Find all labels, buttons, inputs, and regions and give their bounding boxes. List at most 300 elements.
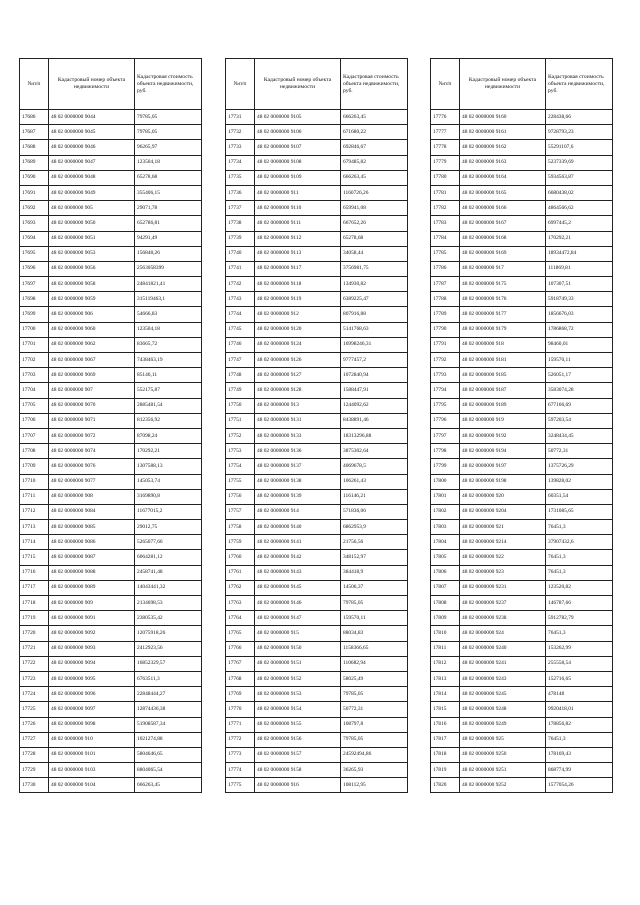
row-number-cell: 17708 [20, 444, 49, 459]
cadastral-number-cell: 48 02 0000000 9175 [460, 277, 546, 292]
cadastral-number-cell: 48 02 0000000 915 [255, 626, 341, 641]
cadastral-value-cell: 571836,06 [341, 504, 408, 519]
row-number-cell: 17728 [20, 747, 49, 762]
row-number-cell: 17748 [226, 368, 255, 383]
row-number-cell: 17712 [20, 504, 49, 519]
cadastral-number-cell: 48 02 0000000 9112 [255, 231, 341, 246]
cadastral-number-cell: 48 02 0000000 913 [255, 398, 341, 413]
table-row [226, 717, 408, 732]
row-number-cell: 17756 [226, 489, 255, 504]
cadastral-number-cell: 48 02 0000000 9076 [49, 459, 135, 474]
table-row [20, 459, 202, 474]
cadastral-number-cell: 48 02 0000000 9096 [49, 687, 135, 702]
cadastral-value-cell: 677166,69 [546, 398, 613, 413]
table-row [20, 353, 202, 368]
header-number: №п/п [431, 59, 460, 110]
row-number-cell: 17758 [226, 520, 255, 535]
cadastral-number-cell: 48 02 0000000 9167 [460, 216, 546, 231]
cadastral-number-cell: 48 02 0000000 9237 [460, 596, 546, 611]
table-row [226, 520, 408, 535]
cadastral-value-cell: 18934472,84 [546, 246, 613, 261]
table-row [20, 444, 202, 459]
cadastral-value-cell: 85146,11 [135, 368, 202, 383]
cadastral-value-cell: 108797,8 [341, 717, 408, 732]
table-row [20, 201, 202, 216]
table-row [20, 717, 202, 732]
cadastral-number-cell: 48 02 0000000 9088 [49, 565, 135, 580]
table-row [20, 246, 202, 261]
row-number-cell: 17729 [20, 763, 49, 778]
table-row [226, 580, 408, 595]
row-number-cell: 17687 [20, 125, 49, 140]
table-row [431, 383, 613, 398]
header-number: №п/п [20, 59, 49, 110]
row-number-cell: 17720 [20, 626, 49, 641]
cadastral-number-cell: 48 02 0000000 9181 [460, 353, 546, 368]
cadastral-number-cell: 48 02 0000000 919 [460, 413, 546, 428]
table-row [431, 307, 613, 322]
table-row [20, 489, 202, 504]
cadastral-number-cell: 48 02 0000000 9194 [460, 444, 546, 459]
cadastral-number-cell: 48 02 0000000 9127 [255, 368, 341, 383]
table-row [20, 778, 202, 793]
row-number-cell: 17815 [431, 702, 460, 717]
cadastral-value-cell: 1307588,13 [135, 459, 202, 474]
table-row [226, 747, 408, 762]
row-number-cell: 17791 [431, 337, 460, 352]
table-row [226, 110, 408, 125]
cadastral-value-cell: 9777457,2 [341, 353, 408, 368]
cadastral-number-cell: 48 02 0000000 9240 [460, 641, 546, 656]
cadastral-value-cell: 21756,56 [341, 535, 408, 550]
table-row [431, 474, 613, 489]
cadastral-number-cell: 48 02 0000000 9164 [460, 170, 546, 185]
cadastral-number-cell: 48 02 0000000 908 [49, 489, 135, 504]
table-row [226, 428, 408, 443]
cadastral-number-cell: 48 02 0000000 9150 [255, 641, 341, 656]
cadastral-number-cell: 48 02 0000000 9152 [255, 671, 341, 686]
row-number-cell: 17805 [431, 550, 460, 565]
cadastral-value-cell: 88034,83 [341, 626, 408, 641]
table-row [226, 459, 408, 474]
cadastral-value-cell: 106261,43 [341, 474, 408, 489]
cadastral-value-cell: 107307,51 [546, 277, 613, 292]
table-row [20, 732, 202, 747]
row-number-cell: 17819 [431, 763, 460, 778]
table-row [20, 671, 202, 686]
header-cadastral-number: Кадастровый номер объекта недвижимости [49, 59, 135, 110]
table-row [226, 246, 408, 261]
header-cadastral-value: Кадастровая стоимость объекта недвижимости, руб. [135, 59, 202, 110]
row-number-cell: 17690 [20, 170, 49, 185]
table-row [20, 565, 202, 580]
table-row [20, 747, 202, 762]
row-number-cell: 17817 [431, 732, 460, 747]
cadastral-number-cell: 48 02 0000000 9067 [49, 353, 135, 368]
cadastral-number-cell: 48 02 0000000 9252 [460, 778, 546, 793]
row-number-cell: 17711 [20, 489, 49, 504]
cadastral-number-cell: 48 02 0000000 9058 [49, 277, 135, 292]
table-body [226, 110, 408, 793]
row-number-cell: 17744 [226, 307, 255, 322]
cadastral-number-cell: 48 02 0000000 916 [255, 778, 341, 793]
cadastral-number-cell: 48 02 0000000 9153 [255, 687, 341, 702]
cadastral-value-cell: 159570,11 [341, 611, 408, 626]
row-number-cell: 17765 [226, 626, 255, 641]
cadastral-number-cell: 48 02 0000000 9089 [49, 580, 135, 595]
cadastral-number-cell: 48 02 0000000 9251 [460, 763, 546, 778]
cadastral-value-cell: 110682,94 [341, 656, 408, 671]
cadastral-value-cell: 134930,82 [341, 277, 408, 292]
cadastral-number-cell: 48 02 0000000 9051 [49, 231, 135, 246]
row-number-cell: 17735 [226, 170, 255, 185]
cadastral-number-cell: 48 02 0000000 9238 [460, 611, 546, 626]
row-number-cell: 17796 [431, 413, 460, 428]
row-number-cell: 17764 [226, 611, 255, 626]
cadastral-value-cell: 3756981,75 [341, 261, 408, 276]
table-row [431, 368, 613, 383]
table-body [431, 110, 613, 793]
cadastral-value-cell: 79785,05 [341, 596, 408, 611]
row-number-cell: 17783 [431, 216, 460, 231]
cadastral-number-cell: 48 02 0000000 9162 [460, 140, 546, 155]
row-number-cell: 17804 [431, 535, 460, 550]
cadastral-value-cell: 6862953,9 [341, 520, 408, 535]
table-row [226, 535, 408, 550]
table-row [226, 231, 408, 246]
cadastral-value-cell: 76451,3 [546, 626, 613, 641]
cadastral-number-cell: 48 02 0000000 9157 [255, 747, 341, 762]
cadastral-number-cell: 48 02 0000000 9120 [255, 322, 341, 337]
cadastral-value-cell: 65278,68 [135, 170, 202, 185]
row-number-cell: 17771 [226, 717, 255, 732]
cadastral-value-cell: 54666,83 [135, 307, 202, 322]
row-number-cell: 17736 [226, 185, 255, 200]
cadastral-value-cell: 1786868,72 [546, 322, 613, 337]
table-row [20, 535, 202, 550]
cadastral-value-cell: 14043441,32 [135, 580, 202, 595]
cadastral-number-cell: 48 02 0000000 9107 [255, 140, 341, 155]
table-header-row [431, 59, 613, 110]
table-row [431, 732, 613, 747]
cadastral-value-cell: 2380535,42 [135, 611, 202, 626]
row-number-cell: 17792 [431, 353, 460, 368]
table-row [20, 687, 202, 702]
cadastral-number-cell: 48 02 0000000 9192 [460, 428, 546, 443]
cadastral-number-cell: 48 02 0000000 9158 [255, 763, 341, 778]
row-number-cell: 17761 [226, 565, 255, 580]
cadastral-value-cell: 37907432,6 [546, 535, 613, 550]
table-row [226, 185, 408, 200]
row-number-cell: 17770 [226, 702, 255, 717]
cadastral-number-cell: 48 02 0000000 9126 [255, 353, 341, 368]
table-row [431, 353, 613, 368]
row-number-cell: 17703 [20, 368, 49, 383]
row-number-cell: 17754 [226, 459, 255, 474]
table-row [226, 155, 408, 170]
row-number-cell: 17798 [431, 444, 460, 459]
row-number-cell: 17686 [20, 110, 49, 125]
row-number-cell: 17715 [20, 550, 49, 565]
cadastral-table-2 [225, 58, 408, 793]
cadastral-number-cell: 48 02 0000000 9085 [49, 520, 135, 535]
cadastral-value-cell: 692846,67 [341, 140, 408, 155]
table-row [431, 656, 613, 671]
row-number-cell: 17706 [20, 413, 49, 428]
row-number-cell: 17778 [431, 140, 460, 155]
row-number-cell: 17723 [20, 671, 49, 686]
header-cadastral-value: Кадастровая стоимость объекта недвижимости, руб. [546, 59, 613, 110]
row-number-cell: 17785 [431, 246, 460, 261]
cadastral-value-cell: 79785,05 [135, 110, 202, 125]
row-number-cell: 17752 [226, 428, 255, 443]
table-row [226, 337, 408, 352]
row-number-cell: 17751 [226, 413, 255, 428]
table-header-row [20, 59, 202, 110]
row-number-cell: 17772 [226, 732, 255, 747]
row-number-cell: 17746 [226, 337, 255, 352]
cadastral-value-cell: 98460,01 [546, 337, 613, 352]
cadastral-value-cell: 5265077,66 [135, 535, 202, 550]
row-number-cell: 17726 [20, 717, 49, 732]
cadastral-number-cell: 48 02 0000000 9146 [255, 596, 341, 611]
row-number-cell: 17694 [20, 231, 49, 246]
table-row [226, 489, 408, 504]
cadastral-value-cell: 7438463,19 [135, 353, 202, 368]
table-row [226, 444, 408, 459]
cadastral-number-cell: 48 02 0000000 9176 [460, 292, 546, 307]
row-number-cell: 17704 [20, 383, 49, 398]
cadastral-number-cell: 48 02 0000000 9117 [255, 261, 341, 276]
row-number-cell: 17776 [431, 110, 460, 125]
cadastral-value-cell: 526051,17 [546, 368, 613, 383]
table-row [20, 428, 202, 443]
cadastral-number-cell: 48 02 0000000 9105 [255, 110, 341, 125]
cadastral-value-cell: 597203,54 [546, 413, 613, 428]
cadastral-number-cell: 48 02 0000000 9044 [49, 110, 135, 125]
row-number-cell: 17700 [20, 322, 49, 337]
cadastral-number-cell: 48 02 0000000 9168 [460, 231, 546, 246]
row-number-cell: 17766 [226, 641, 255, 656]
cadastral-number-cell: 48 02 0000000 9151 [255, 656, 341, 671]
cadastral-number-cell: 48 02 0000000 9094 [49, 656, 135, 671]
table-row [226, 474, 408, 489]
table-row [20, 125, 202, 140]
cadastral-value-cell: 76451,3 [546, 520, 613, 535]
cadastral-number-cell: 48 02 0000000 9062 [49, 337, 135, 352]
table-row [226, 353, 408, 368]
cadastral-number-cell: 48 02 0000000 9095 [49, 671, 135, 686]
table-row [20, 368, 202, 383]
table-row [226, 656, 408, 671]
row-number-cell: 17793 [431, 368, 460, 383]
row-number-cell: 17695 [20, 246, 49, 261]
table-row [20, 110, 202, 125]
row-number-cell: 17797 [431, 428, 460, 443]
table-row [431, 611, 613, 626]
header-cadastral-number: Кадастровый номер объекта недвижимости [255, 59, 341, 110]
table-row [20, 307, 202, 322]
table-row [226, 322, 408, 337]
table-row [431, 687, 613, 702]
cadastral-value-cell: 6680438,02 [546, 185, 613, 200]
row-number-cell: 17763 [226, 596, 255, 611]
cadastral-number-cell: 48 02 0000000 9138 [255, 474, 341, 489]
row-number-cell: 17732 [226, 125, 255, 140]
cadastral-value-cell: 6064281,12 [135, 550, 202, 565]
cadastral-value-cell: 384418,9 [341, 565, 408, 580]
row-number-cell: 17741 [226, 261, 255, 276]
cadastral-value-cell: 24592494,86 [341, 747, 408, 762]
cadastral-value-cell: 79785,05 [341, 687, 408, 702]
cadastral-number-cell: 48 02 0000000 921 [460, 520, 546, 535]
cadastral-value-cell: 666263,45 [135, 778, 202, 793]
table-row [431, 110, 613, 125]
row-number-cell: 17692 [20, 201, 49, 216]
cadastral-number-cell: 48 02 0000000 9053 [49, 246, 135, 261]
cadastral-value-cell: 552175,87 [135, 383, 202, 398]
row-number-cell: 17713 [20, 520, 49, 535]
cadastral-value-cell: 170292,21 [546, 231, 613, 246]
cadastral-value-cell: 29012,75 [135, 520, 202, 535]
cadastral-value-cell: 1588447,91 [341, 383, 408, 398]
cadastral-value-cell: 355406,15 [135, 185, 202, 200]
cadastral-value-cell: 1158366,65 [341, 641, 408, 656]
cadastral-number-cell: 48 02 0000000 9077 [49, 474, 135, 489]
table-row [226, 307, 408, 322]
row-number-cell: 17794 [431, 383, 460, 398]
cadastral-value-cell: 812356,92 [135, 413, 202, 428]
cadastral-number-cell: 48 02 0000000 9161 [460, 125, 546, 140]
cadastral-number-cell: 48 02 0000000 9185 [460, 368, 546, 383]
row-number-cell: 17789 [431, 307, 460, 322]
row-number-cell: 17808 [431, 596, 460, 611]
cadastral-table-3 [430, 58, 613, 793]
cadastral-value-cell: 8438891,46 [341, 413, 408, 428]
row-number-cell: 17803 [431, 520, 460, 535]
table-row [226, 732, 408, 747]
cadastral-value-cell: 5237339,69 [546, 155, 613, 170]
cadastral-value-cell: 652786,81 [135, 216, 202, 231]
cadastral-value-cell: 18313296,88 [341, 428, 408, 443]
cadastral-value-cell: 94291,49 [135, 231, 202, 246]
row-number-cell: 17802 [431, 504, 460, 519]
cadastral-value-cell: 1072840,94 [341, 368, 408, 383]
cadastral-number-cell: 48 02 0000000 9109 [255, 170, 341, 185]
table-row [20, 277, 202, 292]
row-number-cell: 17769 [226, 687, 255, 702]
row-number-cell: 17774 [226, 763, 255, 778]
cadastral-number-cell: 48 02 0000000 9104 [49, 778, 135, 793]
cadastral-value-cell: 12874436,38 [135, 702, 202, 717]
cadastral-number-cell: 48 02 0000000 9179 [460, 322, 546, 337]
row-number-cell: 17739 [226, 231, 255, 246]
row-number-cell: 17689 [20, 155, 49, 170]
row-number-cell: 17727 [20, 732, 49, 747]
cadastral-value-cell: 178169,43 [546, 747, 613, 762]
row-number-cell: 17717 [20, 580, 49, 595]
table-row [226, 413, 408, 428]
cadastral-value-cell: 1375726,29 [546, 459, 613, 474]
row-number-cell: 17734 [226, 155, 255, 170]
row-number-cell: 17775 [226, 778, 255, 793]
cadastral-number-cell: 48 02 0000000 9045 [49, 125, 135, 140]
row-number-cell: 17767 [226, 656, 255, 671]
cadastral-value-cell: 228438,66 [546, 110, 613, 125]
table-row [226, 140, 408, 155]
cadastral-number-cell: 48 02 0000000 9092 [49, 626, 135, 641]
cadastral-number-cell: 48 02 0000000 9124 [255, 337, 341, 352]
table-row [20, 216, 202, 231]
table-row [431, 140, 613, 155]
cadastral-value-cell: 16852329,57 [135, 656, 202, 671]
cadastral-number-cell: 48 02 0000000 9249 [460, 717, 546, 732]
cadastral-value-cell: 65278,68 [341, 231, 408, 246]
cadastral-number-cell: 48 02 0000000 9187 [460, 383, 546, 398]
row-number-cell: 17788 [431, 292, 460, 307]
cadastral-number-cell: 48 02 0000000 9048 [49, 170, 135, 185]
cadastral-value-cell: 83665,72 [135, 337, 202, 352]
row-number-cell: 17800 [431, 474, 460, 489]
cadastral-number-cell: 48 02 0000000 9069 [49, 368, 135, 383]
table-row [431, 641, 613, 656]
cadastral-value-cell: 666263,45 [341, 170, 408, 185]
row-number-cell: 17710 [20, 474, 49, 489]
cadastral-value-cell: 1160726,26 [341, 185, 408, 200]
cadastral-number-cell: 48 02 0000000 918 [460, 337, 546, 352]
cadastral-value-cell: 11677015,2 [135, 504, 202, 519]
row-number-cell: 17760 [226, 550, 255, 565]
table-row [431, 717, 613, 732]
cadastral-number-cell: 48 02 0000000 9245 [460, 687, 546, 702]
cadastral-number-cell: 48 02 0000000 9059 [49, 292, 135, 307]
row-number-cell: 17759 [226, 535, 255, 550]
cadastral-number-cell: 48 02 0000000 9111 [255, 216, 341, 231]
cadastral-table-1 [19, 58, 202, 793]
cadastral-value-cell: 170292,21 [135, 444, 202, 459]
table-row [431, 170, 613, 185]
table-row [226, 778, 408, 793]
table-row [431, 550, 613, 565]
row-number-cell: 17749 [226, 383, 255, 398]
table-row [431, 520, 613, 535]
row-number-cell: 17795 [431, 398, 460, 413]
table-row [226, 201, 408, 216]
table-row [431, 337, 613, 352]
row-number-cell: 17698 [20, 292, 49, 307]
table-row [226, 398, 408, 413]
table-row [431, 277, 613, 292]
cadastral-value-cell: 1021274,88 [135, 732, 202, 747]
row-number-cell: 17691 [20, 185, 49, 200]
row-number-cell: 17714 [20, 535, 49, 550]
cadastral-value-cell: 671680,22 [341, 125, 408, 140]
cadastral-number-cell: 48 02 0000000 923 [460, 565, 546, 580]
cadastral-number-cell: 48 02 0000000 9139 [255, 489, 341, 504]
row-number-cell: 17755 [226, 474, 255, 489]
row-number-cell: 17787 [431, 277, 460, 292]
table-row [20, 170, 202, 185]
cadastral-value-cell: 5804646,65 [135, 747, 202, 762]
cadastral-value-cell: 60351,54 [546, 489, 613, 504]
cadastral-number-cell: 48 02 0000000 9072 [49, 428, 135, 443]
row-number-cell: 17753 [226, 444, 255, 459]
row-number-cell: 17750 [226, 398, 255, 413]
row-number-cell: 17721 [20, 641, 49, 656]
table-row [226, 292, 408, 307]
cadastral-value-cell: 156848,26 [135, 246, 202, 261]
row-number-cell: 17707 [20, 428, 49, 443]
